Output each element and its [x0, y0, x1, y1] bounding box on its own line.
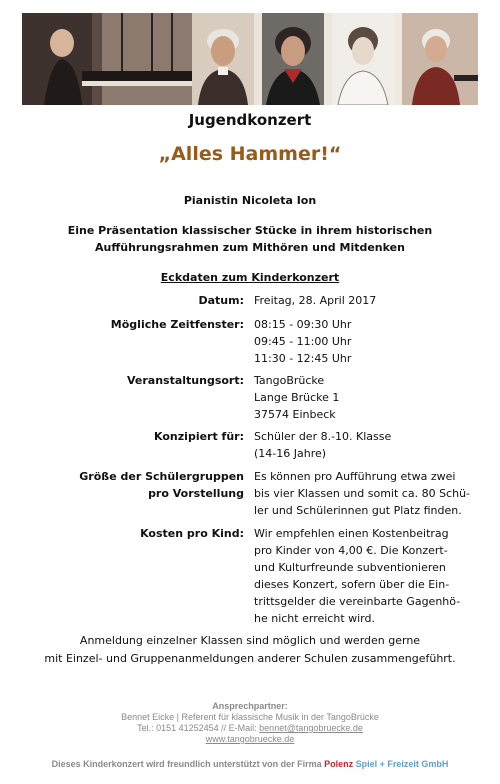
detail-label: Kosten pro Kind:	[140, 527, 244, 540]
pianist-photo	[22, 13, 192, 105]
contact-name: Bennet Eicke | Referent für klassische Musik in der TangoBrücke	[121, 712, 379, 722]
performer-name: Pianistin Nicoleta Ion	[183, 194, 317, 207]
detail-label: Mögliche Zeitfenster:	[110, 318, 244, 331]
description-line: Aufführungsrahmen zum Mithören und Mitdenken	[95, 241, 405, 254]
detail-value: Schüler der 8.-10. Klasse (14-16 Jahre)	[254, 430, 392, 460]
mozart-portrait	[402, 13, 478, 105]
description-line: Eine Präsentation klassischer Stücke in ihrem historischen	[67, 224, 433, 237]
detail-label: Größe der Schülergruppen pro Vorstellung	[79, 470, 244, 500]
clementi-portrait	[332, 13, 394, 105]
beethoven-portrait	[262, 13, 324, 105]
registration-note: Anmeldung einzelner Klassen sind möglich und werden gerne mit Einzel- und Gruppenanmeldungen anderer Schulen zusammengeführt.	[44, 634, 456, 665]
detail-value: Wir empfehlen einen Kostenbeitrag pro Kinder von 4,00 €. Die Konzert- und Kulturfreunde subventionieren dieses Konzert, sofern über die Ein- trittsgelder die vereinbarte Gagenhö- he nicht erreicht wird.	[254, 527, 461, 625]
concert-subtitle: „Alles Hammer!“	[158, 143, 342, 165]
contact-block	[0, 701, 500, 745]
page-title: Jugendkonzert	[188, 111, 312, 129]
sponsor-brand-suffix: Spiel + Freizeit GmbH	[353, 759, 449, 769]
detail-value: TangoBrücke Lange Brücke 1 37574 Einbeck	[254, 374, 340, 421]
email-link[interactable]: bennet@tangobruecke.de	[259, 723, 363, 733]
detail-value: 08:15 - 09:30 Uhr 09:45 - 11:00 Uhr 11:30 - 12:45 Uhr	[254, 318, 352, 365]
detail-value: Freitag, 28. April 2017	[254, 294, 377, 307]
contact-phone-email: Tel.: 0151 41252454 // E-Mail: bennet@tangobruecke.de	[137, 723, 363, 733]
detail-label: Datum:	[198, 294, 244, 307]
sponsor-footer: Dieses Kinderkonzert wird freundlich unterstützt von der Firma Polenz Spiel + Freizeit GmbH	[51, 759, 449, 769]
concert-description	[0, 222, 500, 256]
sponsor-brand-name: Polenz	[324, 759, 354, 769]
header-banner	[22, 13, 478, 105]
haydn-portrait	[192, 13, 254, 105]
detail-label: Konzipiert für:	[154, 430, 244, 443]
detail-value: Es können pro Aufführung etwa zwei bis vier Klassen und somit ca. 80 Schü- ler und Schülerinnen gut Platz finden.	[254, 470, 471, 517]
website-link[interactable]: www.tangobruecke.de	[205, 734, 295, 744]
detail-label: Veranstaltungsort:	[126, 374, 244, 387]
contact-heading: Ansprechpartner:	[212, 701, 288, 711]
section-heading: Eckdaten zum Kinderkonzert	[160, 271, 340, 284]
